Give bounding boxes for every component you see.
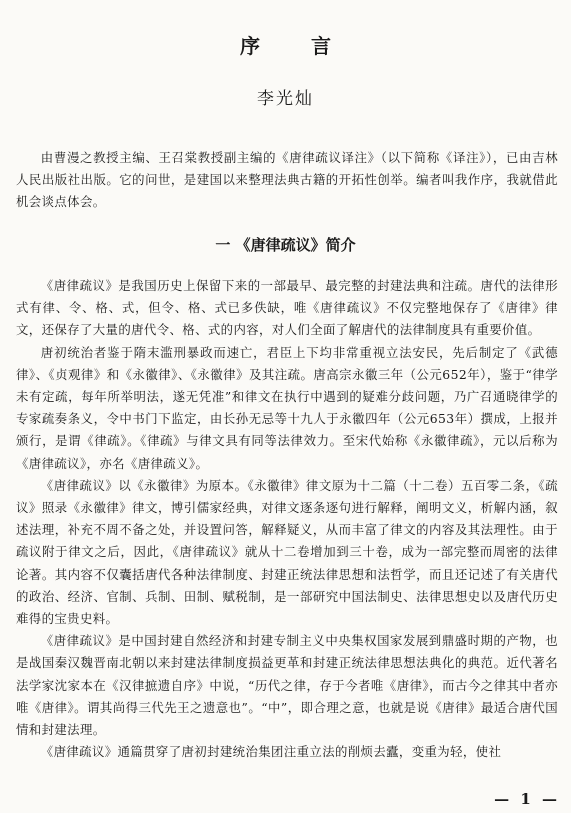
paragraph: 《唐律疏议》以《永徽律》为原本。《永徽律》律文原为十二篇（十二卷）五百零二条，《疏议》照录《永徽律》律文，博引儒家经典，对律文逐条逐句进行解释，阐明文义，析解内涵，叙述法理，补充不周不备之处，并设置问答，解释疑义，从而丰富了律文的内容及其法理性。由于疏议附于律文之后，因此，《唐律疏议》就从十二卷增加到三十卷，成为一部完整而周密的法律论著。其内容不仅囊括唐代各种法律制度、封建正统法律思想和法哲学，而且还记述了有关唐代的政治、经济、官制、兵制、田制、赋税制，是一部研究中国法制史、法律思想史以及唐代历史难得的宝贵史料。 <box>16 477 558 627</box>
paragraph: 《唐律疏议》是我国历史上保留下来的一部最早、最完整的封建法典和注疏。唐代的法律形式有律、令、格、式，但令、格、式已多佚缺，唯《唐律疏议》不仅完整地保存了《唐律》律文，还保存了大量的唐代令、格、式的内容，对人们全面了解唐代的法律制度具有重要价值。 <box>16 278 558 338</box>
intro-paragraph: 由曹漫之教授主编、王召棠教授副主编的《唐律疏议译注》（以下简称《译注》），已由吉林人民出版社出版。它的问世，是建国以来整理法典古籍的开拓性创举。编者叫我作序，我就借此机会谈点体会。 <box>16 150 558 210</box>
paragraph: 《唐律疏议》通篇贯穿了唐初封建统治集团注重立法的削烦去蠹，变重为轻，使社 <box>40 744 502 760</box>
paragraph: 唐初统治者鉴于隋末滥刑暴政而速亡，君臣上下均非常重视立法安民，先后制定了《武德律》、《贞观律》和《永徽律》、《永徽律》及其注疏。唐高宗永徽三年（公元652年），鉴于“律学未有定疏，每年所举明法，遂无凭准”和律文在执行中遇到的疑难分歧问题，乃广召通晓律学的专家疏奏条义，令中书门下监定，由长孙无忌等十九人于永徽四年（公元653年）撰成，上报并颁行，是谓《律疏》。《律疏》与律文具有同等法律效力。至宋代始称《永徽律疏》，元以后称为《唐律疏议》，亦名《唐律疏义》。 <box>16 344 558 471</box>
page-number: — 1 — <box>494 790 560 808</box>
page-title: 序 言 <box>240 34 353 58</box>
intro-section <box>16 147 558 214</box>
main-text <box>16 275 558 763</box>
paragraph: 《唐律疏议》是中国封建自然经济和封建专制主义中央集权国家发展到鼎盛时期的产物，也是战国秦汉魏晋南北朝以来封建法律制度损益更革和封建正统法律思想法典化的典范。近代著名法学家沈家本在《汉律摭遗自序》中说，“历代之律，存于今者唯《唐律》，而古今之律其中者亦唯《唐律》。谓其尚得三代先王之遗意也”。“中”，即合理之意，也就是说《唐律》最适合唐代国情和封建法理。 <box>16 633 558 738</box>
section-heading: 一 《唐律疏议》简介 <box>215 236 356 254</box>
author-name: 李光灿 <box>257 89 314 109</box>
